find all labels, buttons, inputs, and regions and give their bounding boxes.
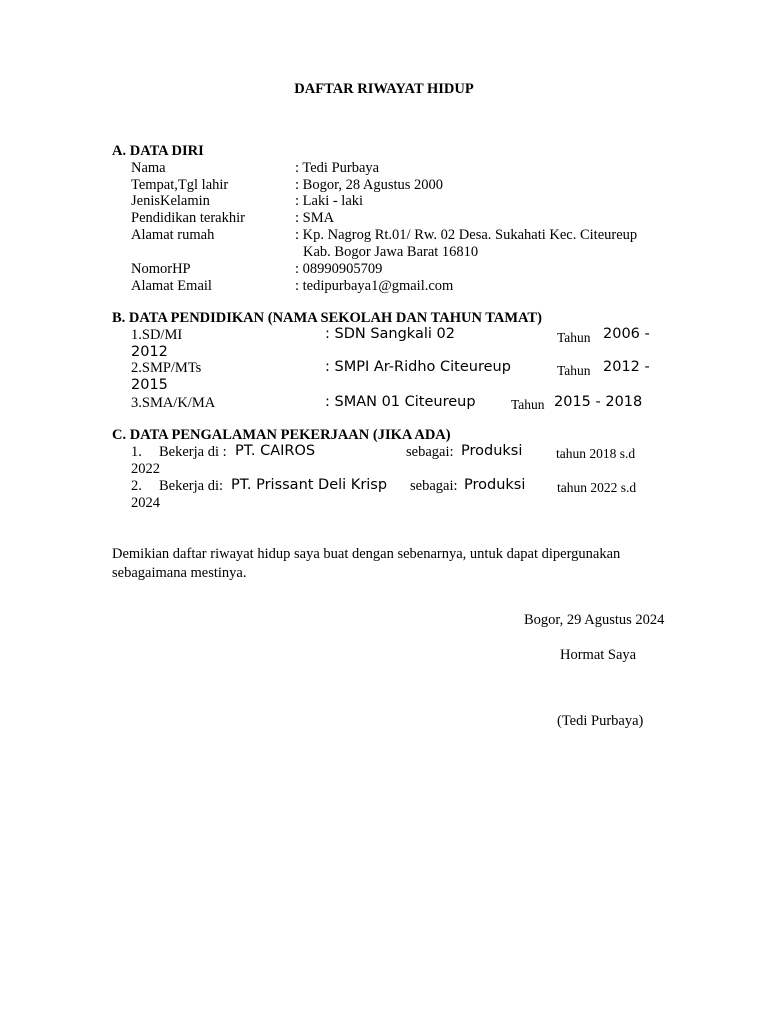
edu-level: 3.SMA/K/MA — [131, 395, 216, 411]
label-education: Pendidikan terakhir — [131, 210, 245, 226]
edu-level: 1.SD/MI — [131, 327, 183, 343]
job-prefix: Bekerja di: — [159, 478, 224, 494]
document-title: DAFTAR RIWAYAT HIDUP — [294, 81, 474, 97]
job-number: 1. — [131, 444, 142, 460]
job-period: tahun 2022 s.d — [557, 480, 637, 495]
edu-tahun: Tahun — [511, 397, 545, 412]
job-prefix: Bekerja di : — [159, 444, 227, 460]
label-email: Alamat Email — [131, 278, 212, 294]
edu-years-cont: 2015 — [131, 377, 168, 393]
value-address-cont: Kab. Bogor Jawa Barat 16810 — [303, 244, 479, 260]
label-gender: JenisKelamin — [131, 193, 210, 209]
value-nama: : Tedi Purbaya — [295, 160, 380, 176]
section-a-heading: A. DATA DIRI — [112, 143, 204, 159]
job-company: PT. Prissant Deli Krisp — [231, 477, 388, 493]
edu-school: : SMAN 01 Citeureup — [325, 394, 476, 410]
edu-years: 2006 - — [603, 326, 650, 342]
signature-regards: Hormat Saya — [560, 647, 637, 663]
signature-place-date: Bogor, 29 Agustus 2024 — [524, 612, 665, 628]
job-number: 2. — [131, 478, 142, 494]
job-sebagai: sebagai: — [410, 478, 458, 494]
label-nama: Nama — [131, 160, 166, 176]
label-address: Alamat rumah — [131, 227, 215, 243]
job-period: tahun 2018 s.d — [556, 446, 636, 461]
value-email: : tedipurbaya1@gmail.com — [295, 278, 454, 294]
closing-line-2: sebagaimana mestinya. — [112, 565, 247, 581]
signature-name: (Tedi Purbaya) — [557, 713, 644, 729]
job-role: Produksi — [464, 477, 526, 493]
value-ttl: : Bogor, 28 Agustus 2000 — [295, 177, 444, 193]
edu-years-cont: 2012 — [131, 344, 168, 360]
edu-years: 2015 - 2018 — [554, 394, 643, 410]
job-sebagai: sebagai: — [406, 444, 454, 460]
job-period-cont: 2022 — [131, 461, 160, 477]
value-education: : SMA — [295, 210, 335, 226]
job-role: Produksi — [461, 443, 523, 459]
job-period-cont: 2024 — [131, 495, 160, 511]
edu-tahun: Tahun — [557, 330, 591, 345]
edu-tahun: Tahun — [557, 363, 591, 378]
edu-level: 2.SMP/MTs — [131, 360, 202, 376]
edu-school: : SMPI Ar-Ridho Citeureup — [325, 359, 511, 375]
job-company: PT. CAIROS — [235, 443, 316, 459]
closing-line-1: Demikian daftar riwayat hidup saya buat dengan sebenarnya, untuk dapat dipergunakan — [112, 546, 621, 562]
label-phone: NomorHP — [131, 261, 191, 277]
label-ttl: Tempat,Tgl lahir — [131, 177, 229, 193]
edu-school: : SDN Sangkali 02 — [325, 326, 455, 342]
section-c-heading: C. DATA PENGALAMAN PEKERJAAN (JIKA ADA) — [112, 427, 451, 443]
section-b-heading: B. DATA PENDIDIKAN (NAMA SEKOLAH DAN TAHUN TAMAT) — [112, 310, 542, 326]
edu-years: 2012 - — [603, 359, 650, 375]
value-address: : Kp. Nagrog Rt.01/ Rw. 02 Desa. Sukahati Kec. Citeureup — [295, 227, 638, 243]
value-phone: : 08990905709 — [295, 261, 383, 277]
value-gender: : Laki - laki — [295, 193, 364, 209]
